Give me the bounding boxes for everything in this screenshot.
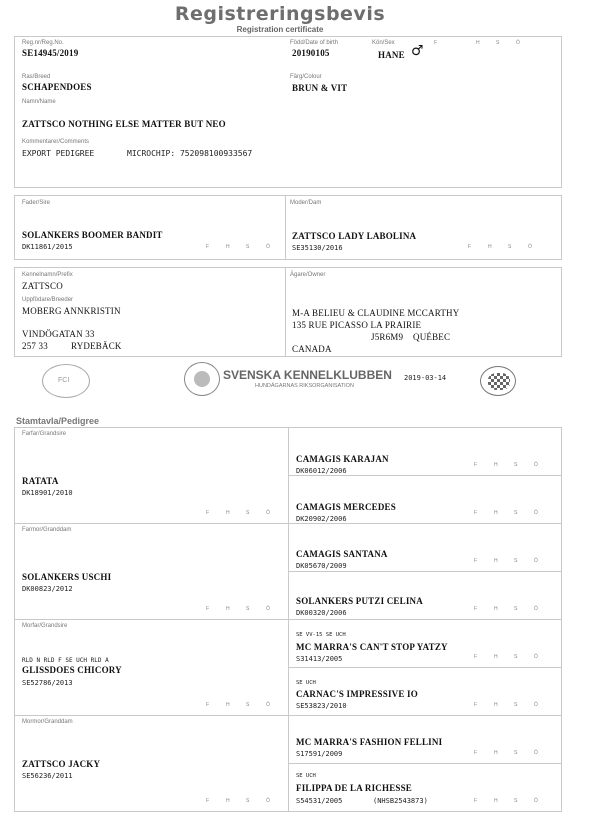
certificate-title: Registreringsbevis	[174, 3, 386, 25]
owner-label: Ägare/Owner	[290, 272, 326, 278]
gp-separator-2	[14, 619, 562, 620]
sex-label: Kön/Sex	[372, 40, 395, 46]
ggp-fhso	[474, 702, 554, 708]
gp-separator-3	[14, 715, 562, 716]
dog-head-icon	[194, 371, 210, 387]
fhso-o: Ö	[534, 510, 538, 516]
ggp-reg: S31413/2005	[296, 655, 343, 663]
gp-name: GLISSDOES CHICORY	[22, 665, 122, 675]
ggp-separator-1	[288, 475, 562, 476]
fhso-h: H	[494, 558, 498, 564]
breeder-city: RYDEBÄCK	[71, 341, 122, 351]
dob-label: Född/Date of birth	[290, 40, 339, 46]
name-label: Namn/Name	[22, 99, 56, 105]
owner-country: CANADA	[292, 344, 332, 354]
fhso-o: Ö	[266, 244, 270, 250]
breeder-street: VINDÖGATAN 33	[22, 329, 95, 339]
gp-reg: SE56236/2011	[22, 772, 73, 780]
fhso-s: S	[508, 244, 512, 250]
fhso-o: Ö	[534, 654, 538, 660]
ggp-name: CAMAGIS KARAJAN	[296, 454, 389, 464]
ggp-extra: (NHSB2543873)	[373, 797, 428, 805]
fhso-h: H	[476, 40, 480, 46]
breeder-zip: 257 33	[22, 341, 48, 351]
fhso-o: Ö	[534, 558, 538, 564]
fhso-s: S	[514, 510, 518, 516]
ggp-title: SE UCH	[296, 680, 316, 686]
gp-label: Farmor/Granddam	[22, 527, 72, 533]
fhso-s: S	[514, 798, 518, 804]
ggp-fhso	[474, 462, 554, 468]
prefix-label: Kennelnamn/Prefix	[22, 272, 73, 278]
fhso-f: F	[474, 750, 478, 756]
fhso-f: F	[206, 244, 210, 250]
fhso-h: H	[494, 510, 498, 516]
ggp-fhso	[474, 606, 554, 612]
sire-label: Fader/Sire	[22, 200, 51, 206]
gp-fhso	[206, 798, 286, 804]
dam-reg: SE35130/2016	[292, 244, 343, 252]
fhso-o: Ö	[516, 40, 520, 46]
fhso-h: H	[226, 702, 230, 708]
fhso-f: F	[206, 606, 210, 612]
breed-label: Ras/Breed	[22, 74, 51, 80]
ggp-reg: SE53823/2010	[296, 702, 347, 710]
fhso-s: S	[246, 702, 250, 708]
male-symbol-icon: ♂	[411, 43, 424, 59]
fhso-o: Ö	[534, 750, 538, 756]
fhso-o: Ö	[266, 510, 270, 516]
fhso-f: F	[474, 606, 478, 612]
fhso-f: F	[468, 244, 472, 250]
fhso-f: F	[206, 510, 210, 516]
ggp-name: CAMAGIS MERCEDES	[296, 502, 396, 512]
fhso-s: S	[246, 510, 250, 516]
reg-no-value: SE14945/2019	[22, 48, 79, 58]
ggp-fhso	[474, 750, 554, 756]
fci-logo-text: FCI	[58, 377, 70, 384]
dog-fhso-columns	[434, 40, 536, 46]
parents-box	[14, 195, 562, 260]
fhso-h: H	[494, 462, 498, 468]
owner-street: 135 RUE PICASSO LA PRAIRIE	[292, 320, 422, 330]
ggp-name: CAMAGIS SANTANA	[296, 549, 388, 559]
fhso-f: F	[206, 702, 210, 708]
ggp-reg: DK20902/2006	[296, 515, 347, 523]
ggp-name: FILIPPA DE LA RICHESSE	[296, 783, 413, 793]
ggp-separator-4	[288, 763, 562, 764]
emblem-logo	[480, 366, 516, 396]
colour-value: BRUN & VIT	[292, 83, 348, 93]
prefix-value: ZATTSCO	[22, 281, 63, 291]
comment-value: EXPORT PEDIGREE	[22, 149, 95, 158]
microchip-value: MICROCHIP: 752098100933567	[127, 149, 253, 158]
owner-postal: J5R6M9	[371, 332, 404, 342]
ggp-fhso	[474, 510, 554, 516]
dog-name: ZATTSCO NOTHING ELSE MATTER BUT NEO	[22, 119, 226, 129]
gp-name: ZATTSCO JACKY	[22, 759, 101, 769]
issue-date: 2019-03-14	[404, 374, 447, 382]
fhso-f: F	[434, 40, 438, 46]
fhso-s: S	[514, 654, 518, 660]
fhso-f: F	[474, 558, 478, 564]
breeder-label: Uppfödare/Breeder	[22, 297, 74, 303]
colour-label: Färg/Colour	[290, 74, 322, 80]
fhso-f: F	[474, 654, 478, 660]
owner-name: M-A BELIEU & CLAUDINE MCCARTHY	[292, 308, 460, 318]
ggp-title: SE VV-15 SE UCH	[296, 632, 346, 638]
fhso-h: H	[226, 798, 230, 804]
gp-fhso	[206, 702, 286, 708]
gp-reg: DK00823/2012	[22, 585, 73, 593]
fhso-h: H	[226, 510, 230, 516]
sire-fhso	[206, 244, 286, 250]
fhso-s: S	[514, 702, 518, 708]
parents-divider	[285, 195, 286, 260]
gp-label: Mormor/Granddam	[22, 719, 73, 725]
ggp-separator-2	[288, 571, 562, 572]
fhso-o: Ö	[528, 244, 532, 250]
fhso-h: H	[494, 798, 498, 804]
sex-value: HANE	[378, 50, 405, 60]
gp-title: RLD N RLD F SE UCH RLD A	[22, 657, 109, 664]
gp-name: RATATA	[22, 476, 59, 486]
dam-fhso	[468, 244, 548, 250]
fhso-s: S	[514, 462, 518, 468]
fhso-o: Ö	[266, 606, 270, 612]
fhso-h: H	[226, 606, 230, 612]
checkered-emblem-icon	[488, 373, 510, 390]
ggp-name: SOLANKERS PUTZI CELINA	[296, 596, 423, 606]
fhso-s: S	[514, 558, 518, 564]
gp-label: Farfar/Grandsire	[22, 431, 67, 437]
fhso-s: S	[514, 606, 518, 612]
ggp-separator-3	[288, 667, 562, 668]
fhso-s: S	[496, 40, 500, 46]
gp-fhso	[206, 606, 286, 612]
fhso-h: H	[494, 702, 498, 708]
ggp-reg: DK00320/2006	[296, 609, 347, 617]
ggp-title: SE UCH	[296, 773, 316, 779]
owner-province: QUÉBEC	[413, 332, 451, 342]
gp-reg: SE52786/2013	[22, 679, 73, 687]
fhso-f: F	[474, 798, 478, 804]
fhso-s: S	[246, 244, 250, 250]
fhso-h: H	[494, 606, 498, 612]
fhso-o: Ö	[534, 798, 538, 804]
fhso-o: Ö	[266, 798, 270, 804]
fhso-f: F	[474, 462, 478, 468]
gp-fhso	[206, 510, 286, 516]
fhso-o: Ö	[534, 702, 538, 708]
reg-no-label: Reg.nr/Reg.No.	[22, 40, 64, 46]
sire-name: SOLANKERS BOOMER BANDIT	[22, 230, 163, 240]
breeder-name: MOBERG ANNKRISTIN	[22, 306, 121, 316]
breed-value: SCHAPENDOES	[22, 82, 92, 92]
fhso-o: Ö	[266, 702, 270, 708]
fhso-o: Ö	[534, 462, 538, 468]
fhso-s: S	[514, 750, 518, 756]
ggp-fhso	[474, 558, 554, 564]
fhso-o: Ö	[534, 606, 538, 612]
ggp-reg: DK05670/2009	[296, 562, 347, 570]
fhso-s: S	[246, 798, 250, 804]
kennel-divider	[285, 267, 286, 357]
org-tagline: HUNDÄGARNAS RIKSORGANISATION	[255, 383, 354, 389]
certificate-subtitle: Registration certificate	[236, 25, 324, 34]
dob-value: 20190105	[292, 48, 330, 58]
fci-logo	[42, 364, 90, 398]
org-name: SVENSKA KENNELKLUBBEN	[223, 368, 392, 382]
ggp-name: MC MARRA'S CAN'T STOP YATZY	[296, 642, 448, 652]
pedigree-title: Stamtavla/Pedigree	[16, 416, 100, 426]
fhso-h: H	[488, 244, 492, 250]
ggp-reg: S54531/2005	[296, 797, 343, 805]
dog-info-box	[14, 36, 562, 188]
fhso-f: F	[474, 702, 478, 708]
comments-label: Kommentarer/Comments	[22, 139, 90, 145]
dam-label: Moder/Dam	[290, 200, 322, 206]
fhso-f: F	[206, 798, 210, 804]
fhso-f: F	[474, 510, 478, 516]
skk-logo	[184, 362, 220, 396]
ggp-fhso	[474, 654, 554, 660]
ggp-reg: DK06012/2006	[296, 467, 347, 475]
gp-label: Morfar/Grandsire	[22, 623, 68, 629]
ggp-reg: S17591/2009	[296, 750, 343, 758]
fhso-s: S	[246, 606, 250, 612]
gp-reg: DK18901/2010	[22, 489, 73, 497]
fhso-h: H	[226, 244, 230, 250]
gp-separator-1	[14, 523, 562, 524]
sire-reg: DK11861/2015	[22, 243, 73, 251]
ggp-name: CARNAC'S IMPRESSIVE IO	[296, 689, 418, 699]
ggp-name: MC MARRA'S FASHION FELLINI	[296, 737, 443, 747]
fhso-h: H	[494, 654, 498, 660]
ggp-fhso	[474, 798, 554, 804]
fhso-h: H	[494, 750, 498, 756]
gp-name: SOLANKERS USCHI	[22, 572, 112, 582]
dam-name: ZATTSCO LADY LABOLINA	[292, 231, 417, 241]
